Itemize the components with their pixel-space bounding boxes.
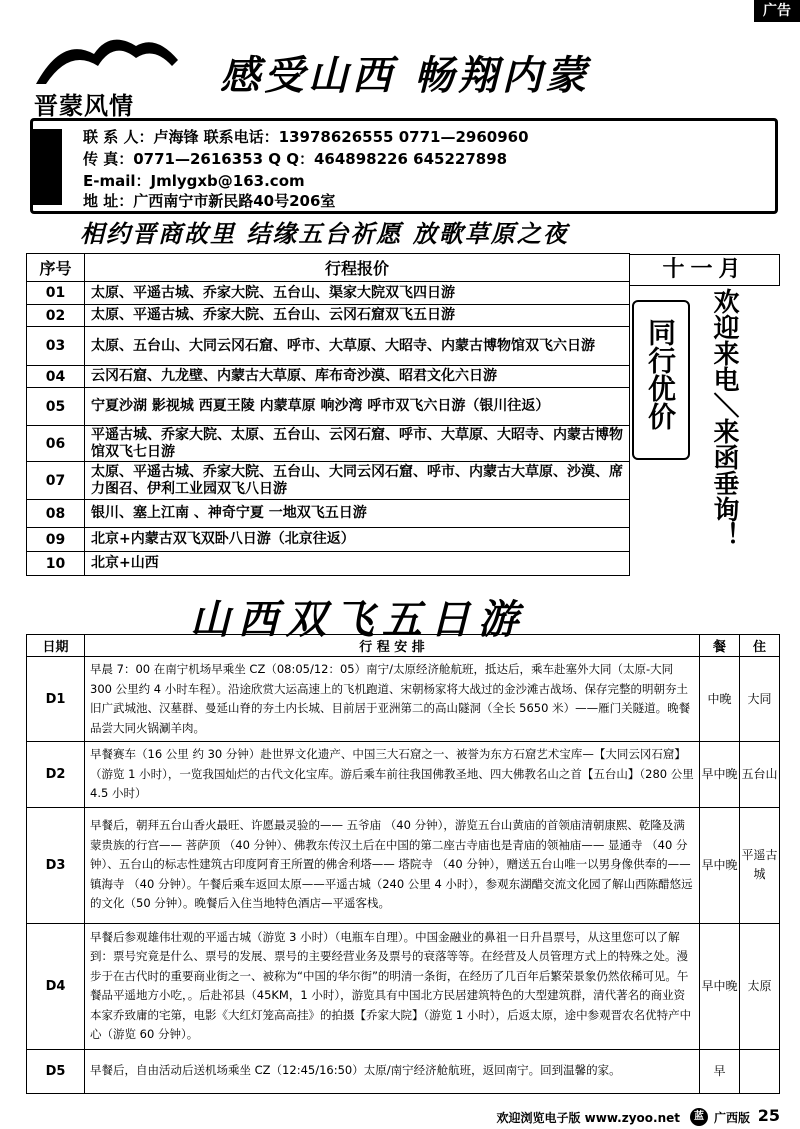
itinerary-meal: 中晚: [700, 657, 740, 742]
itinerary-day: D3: [27, 807, 85, 923]
contact-row-phone: 联 系 人：卢海锋 联系电话：13978626555 0771—2960960: [83, 128, 529, 146]
welcome-text: 欢迎来电＼来函垂询！: [709, 288, 739, 548]
page-number: 25: [757, 1106, 780, 1125]
routes-header-row: [27, 254, 630, 282]
route-num: 02: [27, 305, 85, 327]
table-row: [27, 807, 780, 923]
month-box: 十一月: [630, 254, 780, 286]
table-row: [27, 305, 630, 327]
tagline: 相约晋商故里 结缘五台祈愿 放歌草原之夜: [80, 219, 569, 248]
contact-box: [30, 118, 778, 214]
route-num: 08: [27, 500, 85, 528]
route-num: 09: [27, 528, 85, 552]
route-num: 10: [27, 552, 85, 576]
itinerary-header-meal: 餐: [700, 635, 740, 657]
table-row: [27, 462, 630, 500]
itinerary-meal: 早中晚: [700, 807, 740, 923]
header: [20, 22, 780, 120]
table-row: [27, 327, 630, 366]
itinerary-meal: 早中晚: [700, 742, 740, 808]
itinerary-header-stay: 住: [740, 635, 780, 657]
table-row: [27, 366, 630, 388]
route-text: 北京+内蒙古双飞双卧八日游（北京往返）: [85, 528, 630, 552]
table-row: [27, 388, 630, 426]
itinerary-table: [26, 634, 780, 1094]
logo: [32, 26, 182, 120]
route-num: 04: [27, 366, 85, 388]
table-row: [27, 552, 630, 576]
table-row: [27, 923, 780, 1049]
itinerary-day: D1: [27, 657, 85, 742]
table-row: [27, 528, 630, 552]
tour-title: 山西双飞五日游: [190, 596, 526, 643]
itinerary-header-row: [27, 635, 780, 657]
routes-header-title: 行程报价: [85, 254, 630, 282]
itinerary-plan: 早餐后，朝拜五台山香火最旺、许愿最灵验的—— 五爷庙 （40 分钟），游览五台山黄庙的首领庙清朝康熙、乾隆及满蒙贵族的行宫—— 菩萨顶 （40 分钟）、佛教东传汉土后在中国的第二座古寺庙也是青庙的领袖庙—— 显通寺 （40 分钟）、五台山的标志性建筑古印度阿育王所置的佛舍利塔—— 塔院寺 （40 分钟），赠送五台山唯一以男身像供奉的—— 镇海寺 （40 分钟）。午餐后乘车返回太原——平遥古城（240 公里 4 小时），参观东湖醋交流文化园了解山西陈醋悠远的文化（50 分钟）。晚餐后入住当地特色酒店—平遥客栈。: [85, 807, 700, 923]
slogan: 感受山西 畅翔内蒙: [220, 52, 590, 99]
route-text: 太原、五台山、大同云冈石窟、呼市、大草原、大昭寺、内蒙古博物馆双飞六日游: [85, 327, 630, 366]
itinerary-plan: 早餐后参观雄伟壮观的平遥古城（游览 3 小时）（电瓶车自理）。中国金融业的鼻祖一日升昌票号，从这里您可以了解到：票号究竟是什么、票号的发展、票号的主要经营业务及票号的衰落等等。在经营及人员管理方式上的特殊之处。漫步于在古代时的重要商业街之一、被称为“中国的华尔街”的明清一条街，在经历了几百年后繁荣景象仍然依稀可见。午餐品平遥地方小吃，。后赴祁县（45KM，1 小时），游览具有中国北方民居建筑特色的大型建筑群，清代著名的商业资本家乔致庸的宅第，电影《大红灯笼高高挂》的拍摄【乔家大院】（游览 1 小时），后返太原，途中参观晋农名优特产中心（游览 60 分钟）。: [85, 923, 700, 1049]
contact-bar: [30, 129, 62, 205]
contact-row-email: E-mail：Jmlygxb@163.com: [83, 172, 305, 190]
footer-edition: 广西版: [713, 1111, 750, 1125]
itinerary-header-day: 日期: [27, 635, 85, 657]
route-num: 01: [27, 282, 85, 305]
itinerary-stay: 大同: [740, 657, 780, 742]
routes-table: [26, 253, 630, 576]
ad-tag: 广告: [754, 0, 800, 22]
contact-row-fax: 传 真：0771—2616353 Q Q：464898226 645227898: [83, 150, 508, 168]
table-row: [27, 1049, 780, 1093]
itinerary-stay: 平遥古城: [740, 807, 780, 923]
table-row: [27, 742, 780, 808]
itinerary-day: D4: [27, 923, 85, 1049]
route-num: 03: [27, 327, 85, 366]
logo-text: 晋蒙风情: [34, 91, 134, 120]
itinerary-meal: 早中晚: [700, 923, 740, 1049]
route-text: 银川、塞上江南 、神奇宁夏 一地双飞五日游: [85, 500, 630, 528]
route-text: 太原、平遥古城、乔家大院、五台山、云冈石窟双飞五日游: [85, 305, 630, 327]
table-row: [27, 282, 630, 305]
table-row: [27, 426, 630, 462]
route-num: 07: [27, 462, 85, 500]
mountain-logo-icon: [32, 26, 182, 88]
route-text: 平遥古城、乔家大院、太原、五台山、云冈石窟、呼市、大草原、大昭寺、内蒙古博物馆双飞七日游: [85, 426, 630, 462]
itinerary-stay: 太原: [740, 923, 780, 1049]
footer: [26, 1108, 780, 1126]
itinerary-plan: 早晨 7：00 在南宁机场早乘坐 CZ（08:05/12：05）南宁/太原经济舱航班，抵达后，乘车赴塞外大同（太原-大同 300 公里约 4 小时车程）。沿途欣赏大运高速上的飞机跑道、宋朝杨家将大战过的金沙滩古战场、保存完整的明朝夯土旧广武城池、汉墓群、曼延山脊的夯土内长城、目前居于亚洲第二的高山隧洞（全长 5650 米）——雁门关隧道。晚餐品尝大同火锅涮羊肉。: [85, 657, 700, 742]
itinerary-plan: 早餐后，自由活动后送机场乘坐 CZ（12:45/16:50）太原/南宁经济舱航班，返回南宁。回到温馨的家。: [85, 1049, 700, 1093]
route-num: 05: [27, 388, 85, 426]
itinerary-meal: 早: [700, 1049, 740, 1093]
route-text: 宁夏沙湖 影视城 西夏王陵 内蒙草原 响沙湾 呼市双飞六日游（银川往返）: [85, 388, 630, 426]
table-row: [27, 657, 780, 742]
itinerary-day: D5: [27, 1049, 85, 1093]
edition-badge-icon: 蓝: [690, 1108, 708, 1126]
routes-header-num: 序号: [27, 254, 85, 282]
itinerary-stay: 五台山: [740, 742, 780, 808]
route-text: 太原、平遥古城、乔家大院、五台山、大同云冈石窟、呼市、内蒙古大草原、沙漠、席力图召、伊利工业园双飞八日游: [85, 462, 630, 500]
footer-url[interactable]: 欢迎浏览电子版 www.zyoo.net: [496, 1111, 680, 1125]
itinerary-plan: 早餐赛车（16 公里 约 30 分钟）赴世界文化遗产、中国三大石窟之一、被誉为东方石窟艺术宝库—【大同云冈石窟】（游览 1 小时），一览我国灿烂的古代文化宝库。游后乘车前往我国佛教圣地、四大佛教名山之首【五台山】（280 公里 4.5 小时）: [85, 742, 700, 808]
route-text: 云冈石窟、九龙壁、内蒙古大草原、库布奇沙漠、昭君文化六日游: [85, 366, 630, 388]
contact-row-address: 地 址：广西南宁市新民路40号206室: [83, 192, 336, 210]
route-text: 北京+山西: [85, 552, 630, 576]
route-num: 06: [27, 426, 85, 462]
itinerary-day: D2: [27, 742, 85, 808]
itinerary-stay: [740, 1049, 780, 1093]
route-text: 太原、平遥古城、乔家大院、五台山、渠家大院双飞四日游: [85, 282, 630, 305]
peer-price-text: 同行优价: [644, 318, 677, 430]
itinerary-header-plan: 行 程 安 排: [85, 635, 700, 657]
table-row: [27, 500, 630, 528]
